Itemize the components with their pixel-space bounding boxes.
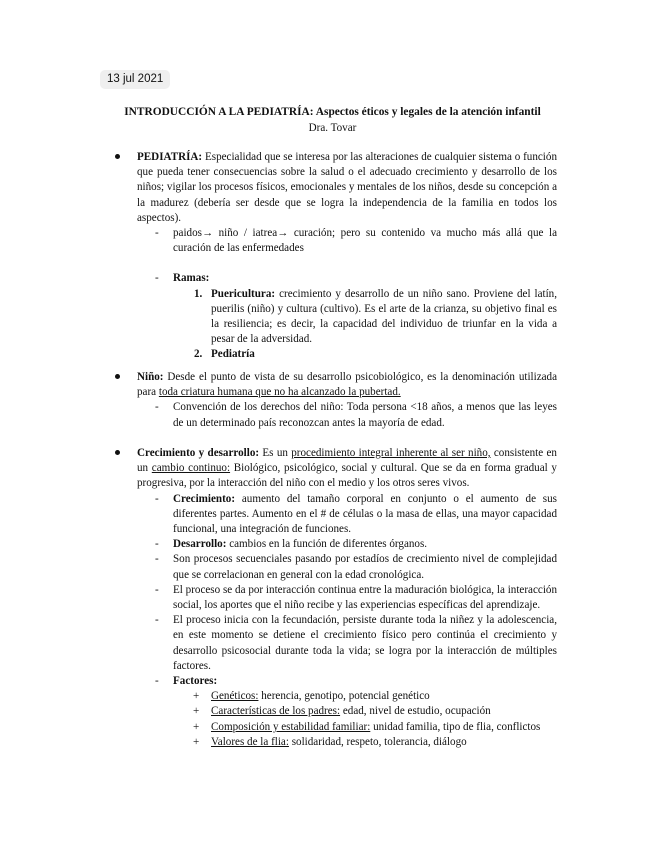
dash-icon: - bbox=[155, 227, 159, 240]
rama-text: crecimiento y desarrollo de un niño sano. Proviene del latín, puerilis (niño) y cultura (cultivo). Es el arte de la crianza, su objetivo final es la resiliencia; es decir, la capacidad del individuo de triunfar en la vida a pesar de la adversidad. bbox=[211, 287, 557, 346]
crecimiento-item bbox=[155, 583, 557, 613]
dash-icon: - bbox=[155, 583, 159, 596]
item-bold: Crecimiento: bbox=[173, 492, 236, 505]
dash-icon: - bbox=[155, 553, 159, 566]
crecimiento-text-1: Es un bbox=[262, 447, 288, 459]
ramas-heading bbox=[155, 271, 557, 286]
section-pediatria bbox=[115, 150, 557, 363]
factor-text: herencia, genotipo, potencial genético bbox=[261, 690, 430, 703]
factores-label: Factores: bbox=[173, 675, 218, 688]
pediatria-definition-text: Especialidad que se interesa por las alteraciones de cualquier sistema o función que pueda tener consecuencias sobre la salud o el adecuado crecimiento y desarrollo de los niños; vigilar los procesos físicos, emocionales y mentales de los niños, desde su concepción a la madurez (debería ser desde que se logra la independencia de la familia en todos los aspectos). bbox=[137, 151, 557, 224]
dash-icon: - bbox=[155, 401, 159, 414]
item-text: aumento del tamaño corporal en conjunto o el aumento de sus diferentes partes. Aumento en el # de células o la masa de ellas, una mayor capacidad funcional, una integración de funciones. bbox=[173, 492, 557, 536]
pediatria-definition bbox=[137, 150, 557, 226]
factor-label: Características de los padres: bbox=[211, 705, 341, 718]
dash-icon: - bbox=[155, 272, 159, 285]
dash-icon: - bbox=[155, 675, 159, 688]
item-bold: Desarrollo: bbox=[173, 538, 227, 551]
factor-label: Composición y estabilidad familiar: bbox=[211, 720, 371, 733]
crecimiento-definition bbox=[137, 446, 557, 492]
crecimiento-term: Crecimiento y desarrollo: bbox=[137, 447, 260, 459]
factores-heading bbox=[155, 674, 557, 689]
plus-icon: + bbox=[193, 690, 200, 703]
factor-item bbox=[193, 720, 557, 735]
rama-name: Pediatría bbox=[211, 348, 255, 361]
crecimiento-item bbox=[155, 613, 557, 674]
item-text: cambios en la función de diferentes órganos. bbox=[229, 538, 428, 551]
dash-icon: - bbox=[155, 614, 159, 627]
bullet-icon bbox=[115, 374, 120, 379]
document-author: Dra. Tovar bbox=[308, 122, 357, 134]
factor-item bbox=[193, 735, 557, 750]
plus-icon: + bbox=[193, 720, 200, 733]
nino-definition bbox=[137, 370, 557, 400]
plus-icon: + bbox=[193, 705, 200, 718]
pediatria-term: PEDIATRÍA: bbox=[137, 151, 203, 163]
plus-icon: + bbox=[193, 735, 200, 748]
factor-text: solidaridad, respeto, tolerancia, diálogo bbox=[291, 735, 467, 748]
factor-label: Genéticos: bbox=[211, 690, 259, 703]
convention-text: Convención de los derechos del niño: Toda persona <18 años, a menos que las leyes de un determinado país reconozcan antes la mayoría de edad. bbox=[173, 401, 557, 429]
bullet-icon bbox=[115, 154, 120, 159]
factor-text: unidad familia, tipo de flia, conflictos bbox=[373, 720, 541, 733]
nino-term: Niño: bbox=[137, 371, 164, 383]
section-crecimiento bbox=[115, 446, 557, 750]
dash-icon: - bbox=[155, 538, 159, 551]
date-chip[interactable]: 13 jul 2021 bbox=[100, 70, 170, 89]
crecimiento-item bbox=[155, 537, 557, 552]
item-text: El proceso se da por interacción continua entre la maduración biológica, la interacción social, los aportes que el niño recibe y las experiencias específicas del aprendizaje. bbox=[173, 583, 557, 612]
rama-name: Puericultura: bbox=[211, 287, 276, 300]
document-title: INTRODUCCIÓN A LA PEDIATRÍA: Aspectos éticos y legales de la atención infantil bbox=[124, 106, 541, 118]
pediatria-etymology bbox=[155, 226, 557, 256]
item-text: El proceso inicia con la fecundación, persiste durante toda la niñez y la adolescencia, en este momento se detiene el crecimiento físico pero continúa el crecimiento y desarrollo psicosocial durante toda la vida; se logra por la interacción de múltiples factores. bbox=[173, 614, 557, 672]
factor-text: edad, nivel de estudio, ocupación bbox=[342, 705, 491, 718]
factor-item bbox=[193, 689, 557, 704]
etymology-text: paidos→ niño / iatrea→ curación; pero su contenido va mucho más allá que la curación de las enfermedades bbox=[173, 227, 557, 255]
rama-number: 2. bbox=[194, 348, 203, 361]
bullet-icon bbox=[115, 450, 120, 455]
section-nino bbox=[115, 370, 557, 431]
crecimiento-underlined-2: cambio continuo: bbox=[151, 462, 231, 475]
crecimiento-text-2: consistente en un bbox=[137, 447, 557, 475]
factor-item bbox=[193, 704, 557, 719]
rama-item bbox=[194, 347, 557, 362]
nino-definition-underlined: toda criatura humana que no ha alcanzado la pubertad. bbox=[158, 386, 401, 399]
item-text: Son procesos secuenciales pasando por estadíos de crecimiento nivel de complejidad que se correlacionan en general con la edad cronológica. bbox=[173, 553, 557, 581]
crecimiento-item bbox=[155, 492, 557, 538]
rama-number: 1. bbox=[194, 287, 203, 300]
crecimiento-underlined-1: procedimiento integral inherente al ser niño, bbox=[291, 447, 491, 459]
dash-icon: - bbox=[155, 492, 159, 505]
nino-definition-text: Desde el punto de vista de su desarrollo psicobiológico, es la denominación utilizada para bbox=[137, 371, 558, 399]
crecimiento-item bbox=[155, 552, 557, 582]
rama-item bbox=[194, 287, 557, 348]
ramas-label: Ramas: bbox=[173, 272, 210, 285]
factor-label: Valores de la flia: bbox=[211, 735, 289, 748]
nino-convention bbox=[155, 400, 557, 430]
crecimiento-text-3: Biológico, psicológico, social y cultural. Que se da en forma gradual y progresiva, por la interacción del niño con el medio y los otros seres vivos. bbox=[137, 462, 557, 490]
